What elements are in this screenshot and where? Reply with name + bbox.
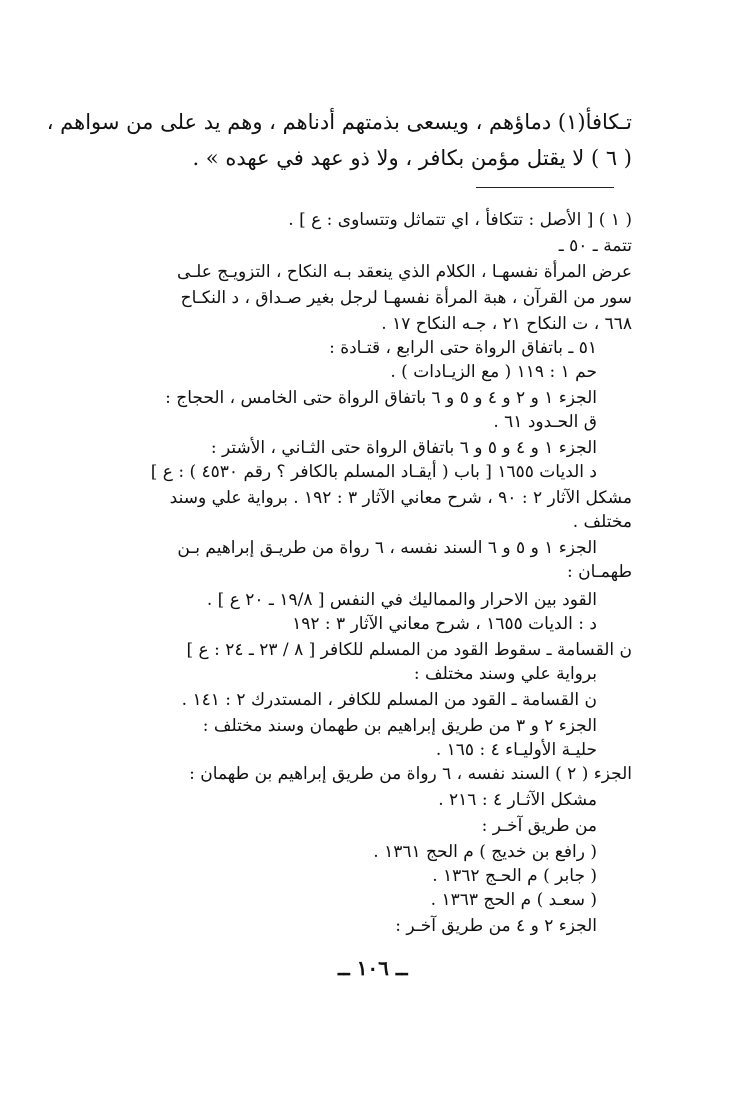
footnote-line: الجزء ٢ و ٣ من طريق إبراهيم بن طهمان وسند مختلف : (202, 716, 597, 736)
footnote-line: ٥١ ـ باتفاق الرواة حتى الرابع ، قتـادة : (329, 338, 597, 358)
footnote-line: ن القسامة ـ سقوط القود من المسلم للكافر [ ٨ / ٢٣ ـ ٢٤ : ع ] (186, 640, 632, 660)
footnote-line: مشكل الآثـار ٤ : ٢١٦ . (438, 790, 597, 810)
footnote-line: طهمـان : (567, 562, 632, 582)
footnote-line: الجزء ١ و ٥ و ٦ السند نفسه ، ٦ رواة من طريـق إبراهيم بـن (177, 538, 597, 558)
footnote-line: الجزء ١ و ٢ و ٤ و ٥ و ٦ باتفاق الرواة حتى الخامس ، الحجاج : (165, 388, 597, 408)
footnote-line: حم ١ : ١١٩ ( مع الزيـادات ) . (390, 362, 597, 382)
footnote-line: عرض المرأة نفسهـا ، الكلام الذي ينعقد بـه النكاح ، التزويـج علـى (176, 262, 632, 282)
footnote-line: د : الديات ١٦٥٥ ، شرح معاني الآثار ٣ : ١٩٢ (292, 614, 597, 634)
footnote-line: تتمة ـ ٥٠ ـ (558, 236, 632, 256)
footnote-line: ق الحـدود ٦١ . (493, 412, 597, 432)
footnote-line: ( جابر ) م الحـج ١٣٦٢ . (432, 866, 597, 886)
footnote-separator (476, 187, 614, 188)
footnote-line: ( رافع بن خديج ) م الحج ١٣٦١ . (373, 842, 597, 862)
footnote-line: الجزء ( ٢ ) السند نفسه ، ٦ رواة من طريق إبراهيم بن طهمان : (189, 764, 632, 784)
footnote-line: د الديات ١٦٥٥ [ باب ( أيقـاد المسلم بالكافر ؟ رقم ٤٥٣٠ ) : ع ] (150, 462, 597, 482)
footnote-line: الجزء ٢ و ٤ من طريق آخـر : (395, 916, 597, 936)
main-text-line-2: ( ٦ ) لا يقتل مؤمن بكافر ، ولا ذو عهد في عهده » . (192, 146, 632, 170)
footnote-line: ( ١ ) [ الأصل : تتكافأ ، اي تتماثل وتتساوى : ع ] . (288, 210, 632, 230)
footnote-line: سور من القرآن ، هبة المرأة نفسهـا لرجل بغير صـداق ، د النكـاح (180, 288, 632, 308)
footnote-line: مختلف . (572, 512, 632, 532)
page-number: ــ ١٠٦ ــ (338, 956, 408, 980)
footnote-line: ٦٦٨ ، ت النكاح ٢١ ، جـه النكاح ١٧ . (381, 314, 632, 334)
footnote-line: برواية علي وسند مختلف : (413, 664, 597, 684)
footnote-line: مشكل الآثار ٢ : ٩٠ ، شرح معاني الآثار ٣ : ١٩٢ . برواية علي وسند (169, 488, 632, 508)
footnote-line: الجزء ١ و ٤ و ٥ و ٦ باتفاق الرواة حتى الثـاني ، الأشتر : (210, 438, 597, 458)
footnote-line: القود بين الاحرار والمماليك في النفس [ ١٩/٨ ـ ٢٠ ع ] . (206, 590, 597, 610)
footnote-line: من طريق آخـر : (481, 816, 597, 836)
footnote-line: حليـة الأوليـاء ٤ : ١٦٥ . (435, 740, 597, 760)
footnote-line: ن القسامة ـ القود من المسلم للكافر ، المستدرك ٢ : ١٤١ . (181, 690, 597, 710)
main-text-line-1: تـكافأ(١) دماؤهم ، ويسعى بذمتهم أدناهم ، وهم يد على من سواهم ، (46, 110, 632, 134)
footnote-line: ( سعـد ) م الحج ١٣٦٣ . (430, 890, 597, 910)
